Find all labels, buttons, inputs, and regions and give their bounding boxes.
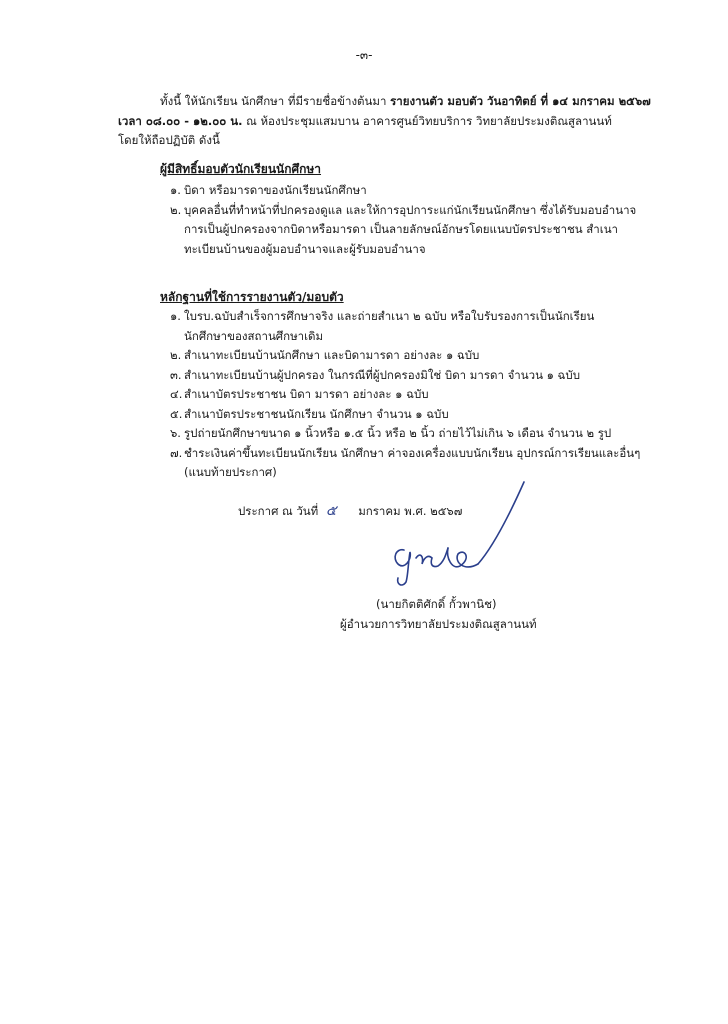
list-item	[170, 405, 640, 425]
list-item	[170, 424, 640, 444]
list-item-text: บุคคลอื่นที่ทำหน้าที่ปกครองดูแล และให้การอุปการะแก่นักเรียนนักศึกษา ซึ่งได้รับมอบอำนาจ	[184, 202, 637, 217]
list-item-text: ใบรบ.ฉบับสำเร็จการศึกษาจริง และถ่ายสำเนา ๒ ฉบับ หรือใบรับรองการเป็นนักเรียน	[184, 309, 595, 323]
intro-line-1-plain: ทั้งนี้ ให้นักเรียน นักศึกษา ที่มีรายชื่อข้างต้นมา	[160, 94, 391, 108]
list-item-number: ๔.	[170, 387, 183, 401]
list-item	[170, 201, 636, 260]
signatory-title: ผู้อำนวยการวิทยาลัยประมงติณสูลานนท์	[340, 617, 537, 631]
list-item-text: สำเนาทะเบียนบ้านผู้ปกครอง ในกรณีที่ผู้ปกครองมิใช่ บิดา มารดา จำนวน ๑ ฉบับ	[184, 367, 580, 382]
list-item-number: ๒.	[170, 348, 182, 362]
list-item-number: ๑.	[170, 309, 181, 323]
list-item-text: สำเนาบัตรประชาชน บิดา มารดา อย่างละ ๑ ฉบับ	[184, 387, 429, 401]
list-item-text: บิดา หรือมารดาของนักเรียนนักศึกษา	[184, 183, 367, 197]
list-item	[170, 181, 636, 201]
list-item-text: ชำระเงินค่าขึ้นทะเบียนนักเรียน นักศึกษา ค่าจองเครื่องแบบนักเรียน อุปกรณ์การเรียนและอื่นๆ	[184, 445, 641, 460]
list-item	[170, 366, 640, 386]
list-item-number: ๑.	[170, 183, 181, 197]
handwritten-signature	[368, 478, 528, 598]
intro-line-1	[160, 92, 651, 111]
intro-line-2-bold: เวลา ๐๘.๐๐ - ๑๒.๐๐ น.	[118, 114, 243, 128]
list-item-text: สำเนาทะเบียนบ้านนักศึกษา และบิดามารดา อย่างละ ๑ ฉบับ	[184, 348, 480, 362]
list-item	[170, 385, 640, 405]
announcement-month-year: มกราคม พ.ศ. ๒๕๖๗	[358, 504, 463, 518]
announcement-label: ประกาศ ณ วันที่	[238, 504, 319, 518]
list-item	[170, 444, 640, 483]
list-item-text: สำเนาบัตรประชาชนนักเรียน นักศึกษา จำนวน ๑ ฉบับ	[184, 406, 449, 421]
list-item-text: ทะเบียนบ้านของผู้มอบอำนาจและผู้รับมอบอำนาจ	[184, 241, 426, 256]
announcement-day: ๕	[325, 503, 337, 519]
list-item-number: ๓.	[170, 367, 182, 382]
list-item-text: นักศึกษาของสถานศึกษาเดิม	[184, 328, 324, 343]
list-item	[170, 346, 640, 366]
list-item-text: การเป็นผู้ปกครองจากบิดาหรือมารดา เป็นลายลักษณ์อักษรโดยแนบบัตรประชาชน สำเนา	[184, 222, 619, 236]
list-item-number: ๖.	[170, 426, 181, 440]
intro-line-2-plain: ณ ห้องประชุมแสมบาน อาคารศูนย์วิทยบริการ วิทยาลัยประมงติณสูลานนท์	[242, 114, 612, 128]
list-item-text: รูปถ่ายนักศึกษาขนาด ๑ นิ้วหรือ ๑.๕ นิ้ว หรือ ๒ นิ้ว ถ่ายไว้ไม่เกิน ๖ เดือน จำนวน ๒ รูป	[184, 426, 612, 440]
list-item-number: ๒.	[170, 202, 182, 217]
intro-line-3: โดยให้ถือปฏิบัติ ดังนี้	[118, 133, 220, 147]
list-item-number: ๕.	[170, 406, 183, 421]
list-item-text: (แนบท้ายประกาศ)	[184, 465, 277, 479]
intro-line-1-bold: รายงานตัว มอบตัว วันอาทิตย์ ที่ ๑๔ มกราคม ๒๕๖๗	[390, 94, 651, 108]
list-item	[170, 307, 640, 346]
intro-line-2	[118, 112, 612, 131]
section-1-list	[170, 181, 636, 259]
section-1-heading: ผู้มีสิทธิ์มอบตัวนักเรียนนักศึกษา	[160, 162, 322, 176]
list-item-number: ๗.	[170, 445, 183, 460]
section-2-list	[170, 307, 640, 483]
page-number: -๓-	[355, 48, 373, 62]
signatory-name: (นายกิตติศักดิ์ กั้วพานิช)	[376, 597, 497, 611]
section-2-heading: หลักฐานที่ใช้การรายงานตัว/มอบตัว	[160, 290, 344, 304]
